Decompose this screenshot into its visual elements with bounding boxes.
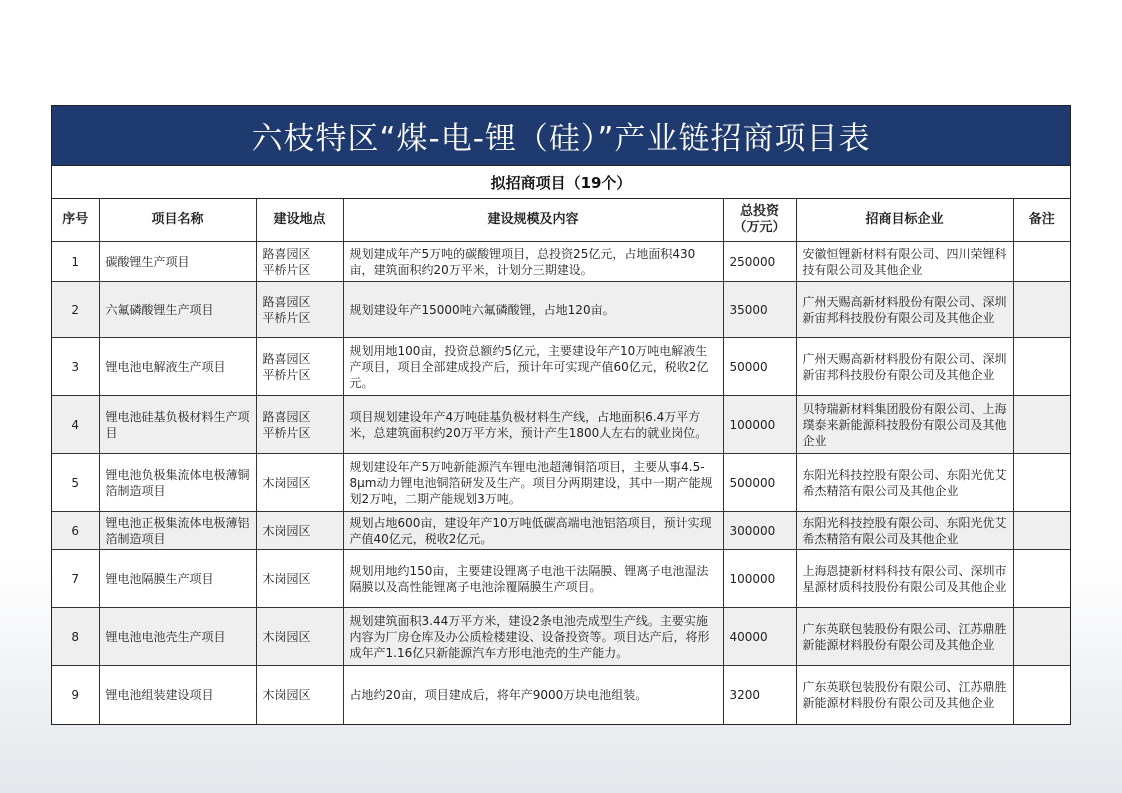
cell-investment: 40000 [723,608,796,666]
cell-scope: 规划用地约150亩，主要建设锂离子电池干法隔膜、锂离子电池湿法隔膜以及高性能锂离子电池涂覆隔膜生产项目。 [343,550,723,608]
cell-seq: 6 [52,512,99,550]
cell-remark [1013,666,1070,724]
cell-location-line1: 路喜园区 [262,351,311,366]
cell-scope: 占地约20亩，项目建成后，将年产9000万块电池组装。 [343,666,723,724]
cell-target: 上海恩捷新材料科技有限公司、深圳市星源材质科技股份有限公司及其他企业 [796,550,1013,608]
cell-remark [1013,454,1070,512]
header-target: 招商目标企业 [796,199,1013,242]
cell-location-line2: 平桥片区 [262,310,311,325]
cell-investment: 100000 [723,396,796,454]
cell-seq: 8 [52,608,99,666]
cell-seq: 2 [52,282,99,338]
cell-target: 贝特瑞新材料集团股份有限公司、上海璞泰来新能源科技股份有限公司及其他企业 [796,396,1013,454]
table-row [52,666,1070,724]
header-row [52,199,1070,242]
cell-investment: 3200 [723,666,796,724]
header-investment [723,199,796,242]
cell-name: 锂电池隔膜生产项目 [99,550,256,608]
cell-seq: 7 [52,550,99,608]
cell-location-line2: 平桥片区 [262,367,311,382]
cell-scope: 规划占地600亩，建设年产10万吨低碳高端电池铝箔项目，预计实现产值40亿元，税收2亿元。 [343,512,723,550]
table-title: 六枝特区“煤-电-锂（硅）”产业链招商项目表 [52,106,1070,166]
cell-remark [1013,338,1070,396]
cell-location-line1: 木岗园区 [262,629,311,644]
cell-target: 广州天赐高新材料股份有限公司、深圳新宙邦科技股份有限公司及其他企业 [796,338,1013,396]
cell-seq: 4 [52,396,99,454]
cell-name: 锂电池电池壳生产项目 [99,608,256,666]
table-row [52,608,1070,666]
cell-scope: 规划用地100亩，投资总额约5亿元，主要建设年产10万吨电解液生产项目，项目全部建成投产后，预计年可实现产值60亿元，税收2亿元。 [343,338,723,396]
cell-remark [1013,396,1070,454]
header-location: 建设地点 [256,199,343,242]
cell-location [256,338,343,396]
cell-seq: 1 [52,242,99,282]
cell-location [256,242,343,282]
cell-name: 锂电池电解液生产项目 [99,338,256,396]
cell-investment: 300000 [723,512,796,550]
cell-remark [1013,512,1070,550]
cell-location-line1: 路喜园区 [262,246,311,261]
cell-location-line1: 木岗园区 [262,475,311,490]
table-row [52,242,1070,282]
project-table-sheet [51,105,1071,725]
table-row [52,550,1070,608]
cell-location [256,512,343,550]
cell-investment: 35000 [723,282,796,338]
cell-name: 锂电池硅基负极材料生产项目 [99,396,256,454]
cell-name: 锂电池负极集流体电极薄铜箔制造项目 [99,454,256,512]
cell-location [256,608,343,666]
header-name: 项目名称 [99,199,256,242]
cell-scope: 规划建筑面积3.44万平方米，建设2条电池壳成型生产线。主要实施内容为厂房仓库及办公质检楼建设、设备投资等。项目达产后，将形成年产1.16亿只新能源汽车方形电池壳的生产能力。 [343,608,723,666]
cell-location [256,282,343,338]
cell-investment: 500000 [723,454,796,512]
header-investment-line2: （万元） [733,220,786,235]
cell-location-line1: 路喜园区 [262,294,311,309]
cell-scope: 规划建成年产5万吨的碳酸锂项目，总投资25亿元，占地面积430亩，建筑面积约20万平米，计划分三期建设。 [343,242,723,282]
cell-name: 锂电池组装建设项目 [99,666,256,724]
cell-target: 广东英联包装股份有限公司、江苏鼎胜新能源材料股份有限公司及其他企业 [796,666,1013,724]
table-row [52,396,1070,454]
cell-location [256,396,343,454]
cell-location [256,454,343,512]
cell-name: 锂电池正极集流体电极薄铝箔制造项目 [99,512,256,550]
cell-location-line1: 木岗园区 [262,687,311,702]
cell-remark [1013,282,1070,338]
cell-name: 碳酸锂生产项目 [99,242,256,282]
cell-target: 东阳光科技控股有限公司、东阳光优艾希杰精箔有限公司及其他企业 [796,512,1013,550]
cell-remark [1013,242,1070,282]
cell-seq: 5 [52,454,99,512]
table-subtitle: 拟招商项目（19个） [52,166,1070,199]
cell-investment: 100000 [723,550,796,608]
cell-scope: 规划建设年产5万吨新能源汽车锂电池超薄铜箔项目，主要从事4.5-8μm动力锂电池铜箔研发及生产。项目分两期建设，其中一期产能规划2万吨，二期产能规划3万吨。 [343,454,723,512]
cell-scope: 规划建设年产15000吨六氟磷酸锂，占地120亩。 [343,282,723,338]
cell-investment: 250000 [723,242,796,282]
header-remark: 备注 [1013,199,1070,242]
cell-location-line2: 平桥片区 [262,262,311,277]
table-row [52,338,1070,396]
header-seq: 序号 [52,199,99,242]
cell-location-line1: 木岗园区 [262,571,311,586]
cell-location-line1: 路喜园区 [262,409,311,424]
cell-scope: 项目规划建设年产4万吨硅基负极材料生产线，占地面积6.4万平方米，总建筑面积约20万平方米，预计产生1800人左右的就业岗位。 [343,396,723,454]
cell-seq: 9 [52,666,99,724]
cell-location-line1: 木岗园区 [262,523,311,538]
cell-name: 六氟磷酸锂生产项目 [99,282,256,338]
header-investment-line1: 总投资 [739,204,779,219]
cell-location-line2: 平桥片区 [262,425,311,440]
cell-target: 东阳光科技控股有限公司、东阳光优艾希杰精箔有限公司及其他企业 [796,454,1013,512]
cell-location [256,550,343,608]
cell-seq: 3 [52,338,99,396]
cell-investment: 50000 [723,338,796,396]
header-scope: 建设规模及内容 [343,199,723,242]
cell-target: 安徽恒锂新材料有限公司、四川荣锂科技有限公司及其他企业 [796,242,1013,282]
cell-location [256,666,343,724]
table-row [52,512,1070,550]
project-table [52,199,1070,724]
cell-target: 广州天赐高新材料股份有限公司、深圳新宙邦科技股份有限公司及其他企业 [796,282,1013,338]
table-row [52,454,1070,512]
cell-remark [1013,608,1070,666]
cell-remark [1013,550,1070,608]
cell-target: 广东英联包装股份有限公司、江苏鼎胜新能源材料股份有限公司及其他企业 [796,608,1013,666]
table-row [52,282,1070,338]
